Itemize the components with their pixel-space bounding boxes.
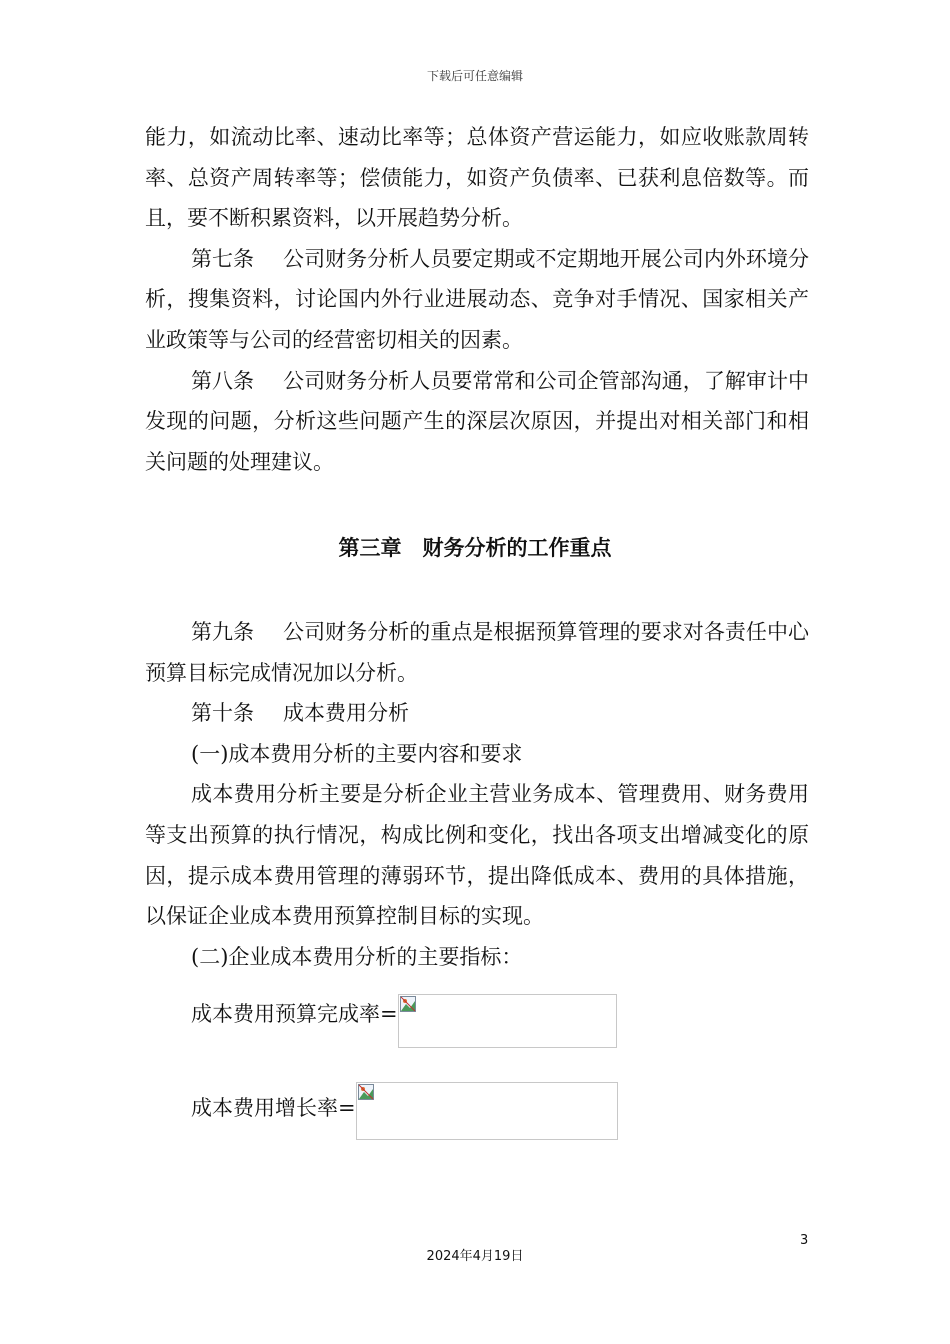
article-9-label: 第九条 (191, 620, 254, 644)
footer-date: 2024年4月19日 (426, 1249, 524, 1264)
article-8-label: 第八条 (191, 368, 254, 393)
paragraph-ratios: 能力，如流动比率、速动比率等；总体资产营运能力，如应收账款周转率、总资产周转率等；偿债能力，如资产负债率、已获利息倍数等。而且，要不断积累资料，以开展趋势分析。 (145, 125, 809, 231)
formula-cost-growth (191, 1082, 618, 1140)
page-number: 3 (800, 1233, 809, 1248)
formula-1-label: 成本费用预算完成率= (191, 1002, 398, 1026)
article-10 (145, 693, 809, 734)
formula-1-image (398, 994, 617, 1048)
article-7 (145, 239, 809, 361)
chapter-heading: 第三章 财务分析的工作重点 (338, 536, 612, 560)
article-10-text: 成本费用分析 (283, 701, 409, 726)
formula-2-image (356, 1082, 618, 1140)
broken-image-icon (358, 1084, 374, 1100)
subsection-1: (一)成本费用分析的主要内容和要求 (191, 741, 523, 766)
article-7-label: 第七条 (191, 246, 254, 271)
formula-2-label: 成本费用增长率= (191, 1096, 356, 1120)
article-10-label: 第十条 (191, 701, 254, 726)
formula-budget-completion (191, 994, 617, 1048)
article-8-text: 公司财务分析人员要常常和公司企管部沟通，了解审计中发现的问题，分析这些问题产生的深层次原因，并提出对相关部门和相关问题的处理建议。 (145, 368, 809, 474)
body-block-2 (145, 612, 809, 977)
article-9 (145, 612, 809, 693)
broken-image-icon (400, 996, 416, 1012)
body-block-1 (145, 117, 809, 482)
article-7-text: 公司财务分析人员要定期或不定期地开展公司内外环境分析，搜集资料，讨论国内外行业进展动态、竞争对手情况、国家相关产业政策等与公司的经营密切相关的因素。 (145, 246, 809, 352)
page-header: 下载后可任意编辑 (426, 69, 523, 83)
paragraph-cost-analysis: 成本费用分析主要是分析企业主营业务成本、管理费用、财务费用等支出预算的执行情况，构成比例和变化，找出各项支出增减变化的原因，提示成本费用管理的薄弱环节，提出降低成本、费用的具体措施，以保证企业成本费用预算控制目标的实现。 (145, 782, 809, 929)
article-8 (145, 361, 809, 483)
subsection-2: (二)企业成本费用分析的主要指标： (191, 944, 523, 969)
article-9-text: 公司财务分析的重点是根据预算管理的要求对各责任中心预算目标完成情况加以分析。 (145, 620, 809, 685)
